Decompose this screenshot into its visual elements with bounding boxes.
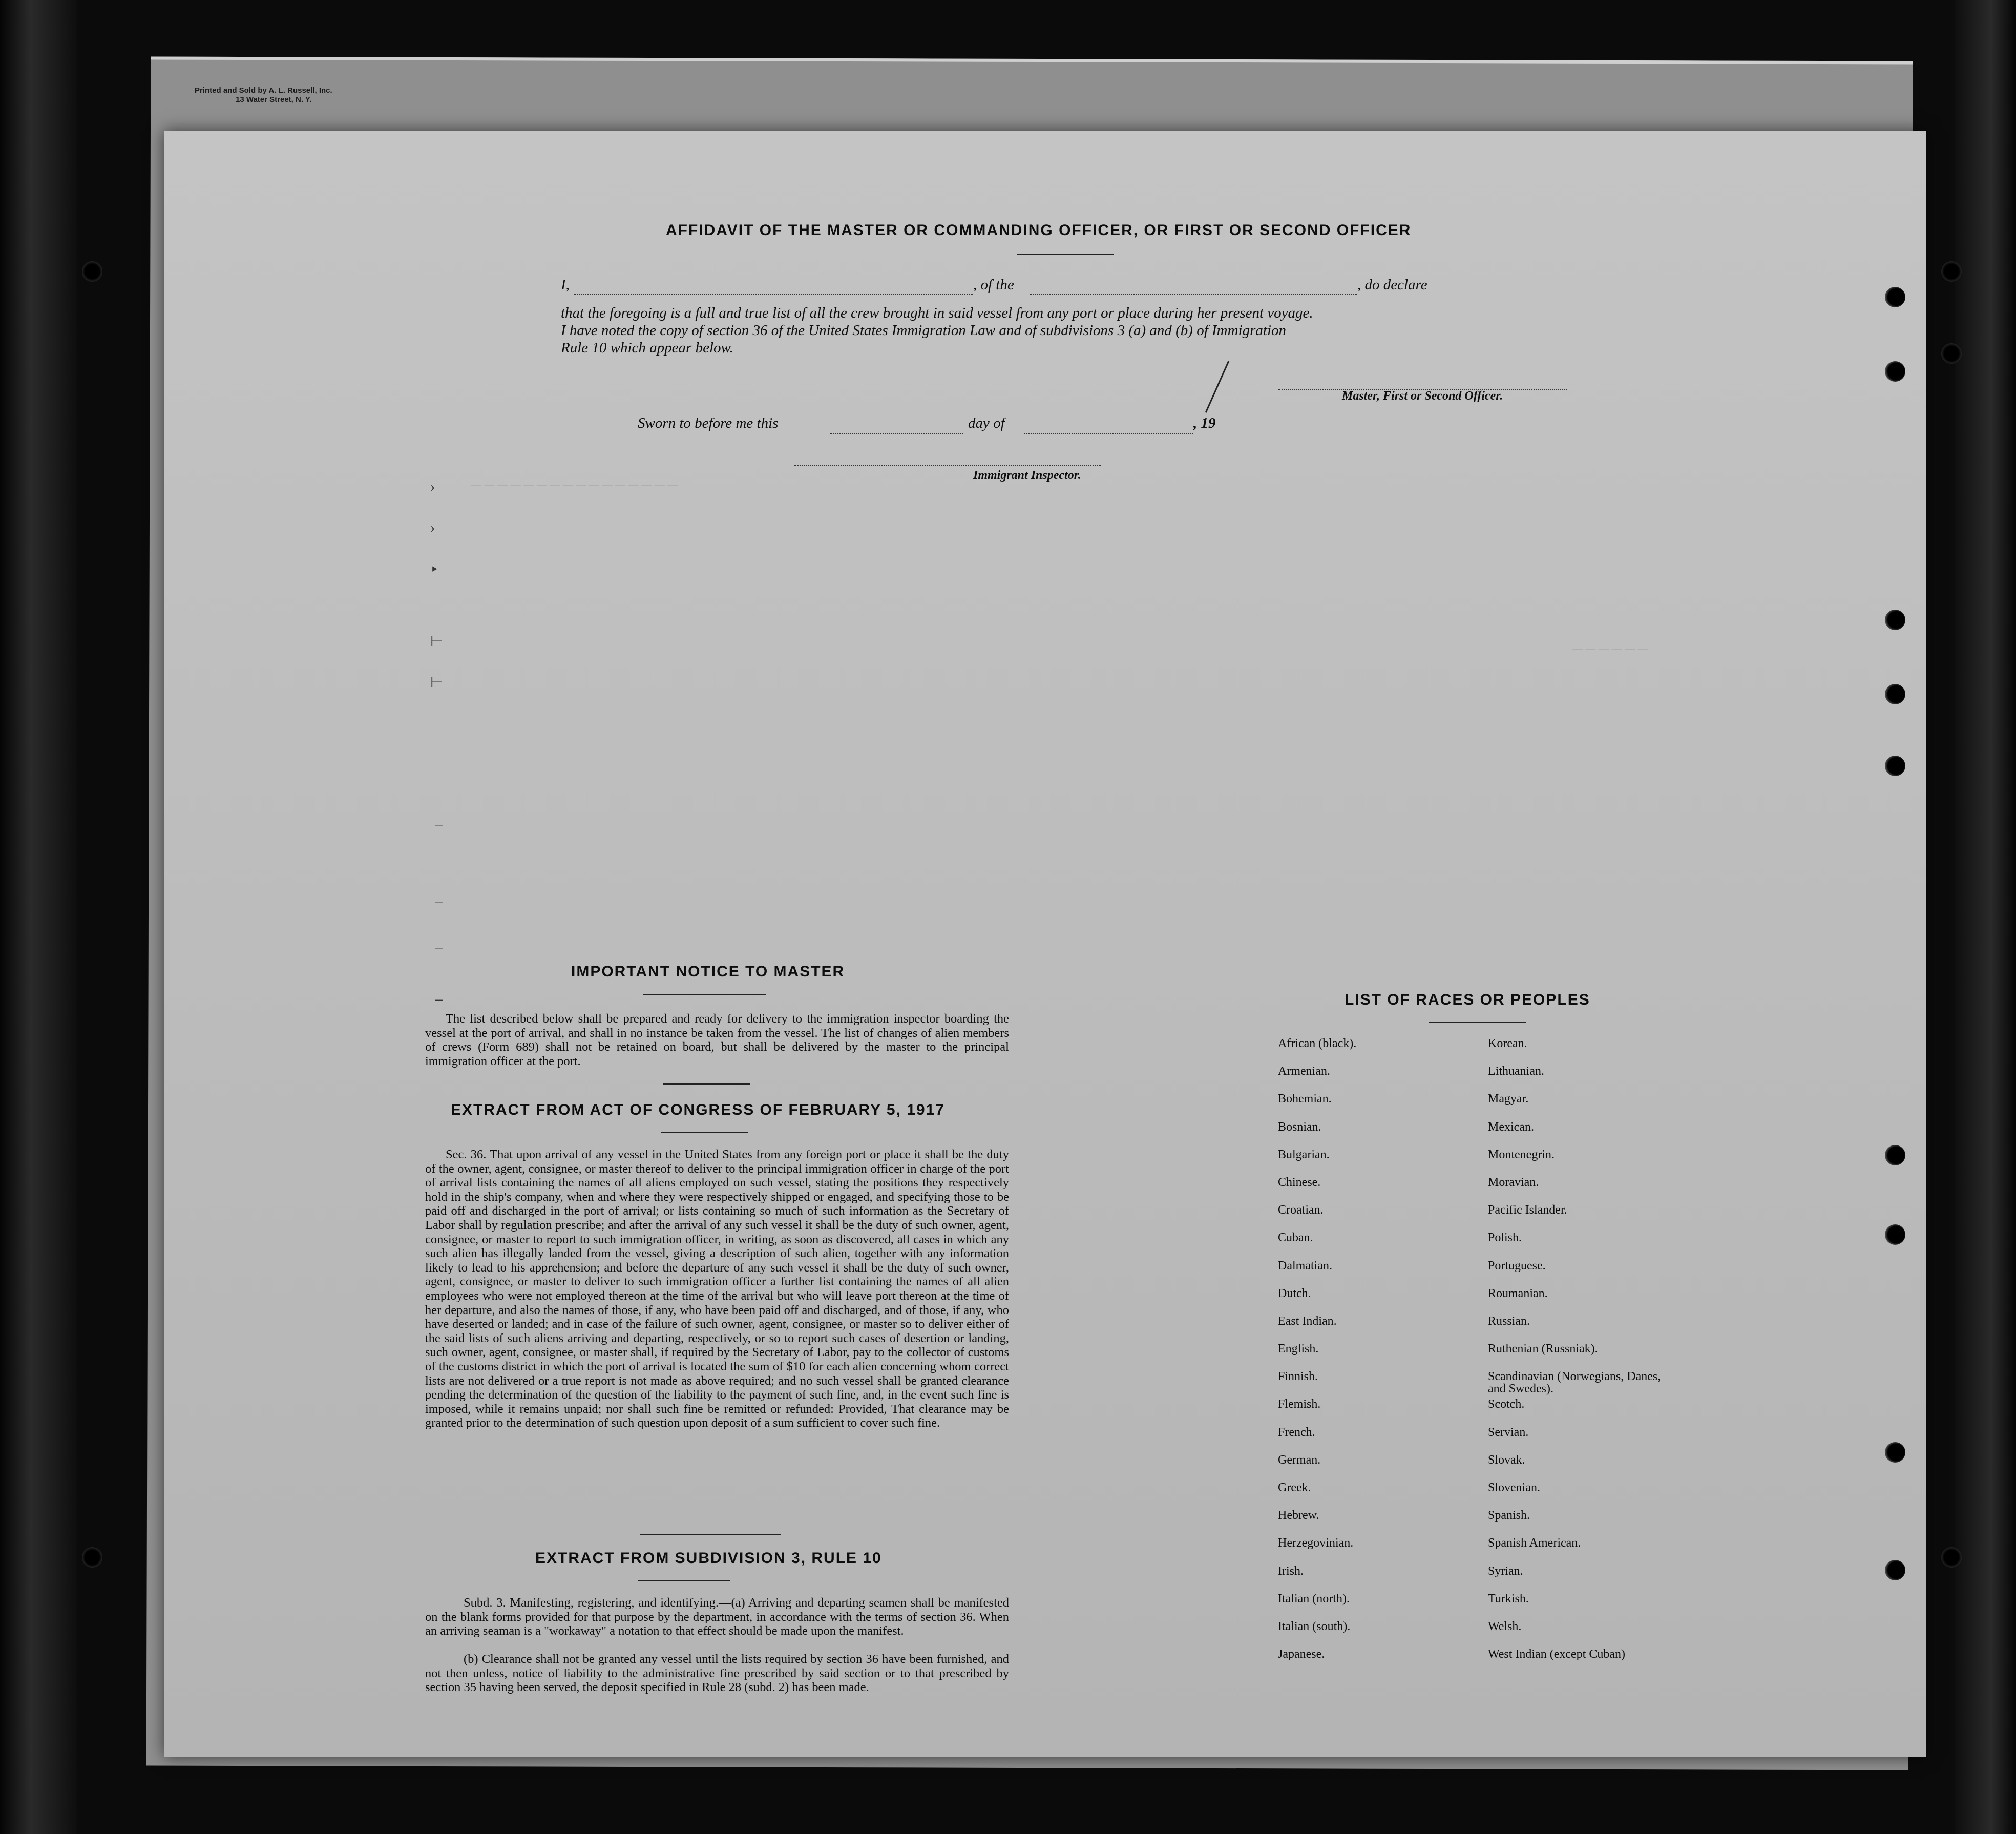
- inspector-label: Immigrant Inspector.: [973, 469, 1081, 482]
- printer-line-2: 13 Water Street, N. Y.: [236, 95, 312, 104]
- extract-act-text: Sec. 36. That upon arrival of any vessel in the United States from any foreign port or place it shall be the duty of the owner, agent, consignee, or master thereof to deliver to the principal immigration officer in charge of the port of arrival lists containing the names of all aliens employed on such vessel, stating the positions they respectively hold in the ship's company, when and where they were respectively shipped or engaged, and specifying those to be paid off and discharged in the port of arrival; or lists containing so much of such information as the Secretary of Labor shall by regulation prescribe; and after the arrival of any such vessel it shall be the duty of such owner, agent, consignee, or master to report to such immigration officer, in writing, as soon as discovered, all cases in which any such alien has illegally landed from the vessel, giving a description of such alien, together with any information likely to lead to his apprehension; and before the departure of any such vessel it shall be the duty of such owner, agent, consignee, or master to deliver to such immigration officer a further list containing the names of all alien employees who were not employed thereon at the time of the arrival but who will leave port thereon at the time of her departure, and also the names of those, if any, who have been paid off and discharged, and of those, if any, who have deserted or landed; and in case of the failure of such owner, agent, consignee, or master so to deliver either of the said lists of such aliens arriving and departing, respectively, or so to report such cases of desertion or landing, such owner, agent, consignee, or master shall, if required by the Secretary of Labor, pay to the collector of customs of the customs district in which the port of arrival is located the sum of $10 for each alien concerning whom correct lists are not delivered or a true report is not made as above required; and no such vessel shall be granted clearance pending the determination of the question of the liability to the payment of such fine, and, in the event such fine is imposed, while it remains unpaid; nor shall such fine be remitted or refunded: Provided, That clearance may be granted prior to the determination of such question upon deposit of a sum sufficient to cover such fine.: [425, 1148, 1009, 1430]
- race-item: Spanish.: [1488, 1509, 1530, 1523]
- binder-hole: [1941, 343, 1962, 364]
- extract-act-title: EXTRACT FROM ACT OF CONGRESS OF FEBRUARY 5, 1917: [451, 1101, 945, 1118]
- punch-hole: [1885, 756, 1905, 776]
- margin-mark: ›: [430, 520, 435, 536]
- race-item: Turkish.: [1488, 1592, 1529, 1606]
- race-item: Lithuanian.: [1488, 1065, 1544, 1078]
- race-item: Portuguese.: [1488, 1259, 1546, 1273]
- binder-hole: [1941, 1547, 1962, 1568]
- bleed-through: — — — — — — — — — — — — — — — —: [471, 479, 678, 490]
- affidavit-title: AFFIDAVIT OF THE MASTER OR COMMANDING OFFICER, OR FIRST OR SECOND OFFICER: [666, 222, 1412, 239]
- binder-hole: [82, 1547, 102, 1568]
- race-item: Slovenian.: [1488, 1481, 1540, 1494]
- extract-divider: [640, 1534, 781, 1535]
- punch-hole: [1885, 610, 1905, 630]
- punch-hole: [1885, 1145, 1905, 1165]
- affidavit-line-3: Rule 10 which appear below.: [561, 340, 733, 356]
- race-item: West Indian (except Cuban): [1488, 1648, 1625, 1661]
- punch-hole: [1885, 287, 1905, 307]
- race-item: Irish.: [1278, 1564, 1304, 1578]
- race-item: Russian.: [1488, 1314, 1530, 1328]
- margin-mark: –: [435, 894, 443, 910]
- printer-line-1: Printed and Sold by A. L. Russell, Inc.: [195, 86, 332, 95]
- vessel-field-line[interactable]: [1030, 294, 1357, 295]
- name-field-line[interactable]: [574, 294, 973, 295]
- race-item: Scotch.: [1488, 1398, 1525, 1411]
- race-item: Spanish American.: [1488, 1536, 1581, 1550]
- sworn-label: Sworn to before me this: [638, 415, 779, 431]
- race-item: Slovak.: [1488, 1453, 1525, 1467]
- margin-mark: –: [435, 817, 443, 833]
- race-item: Pacific Islander.: [1488, 1203, 1567, 1217]
- race-item: Italian (south).: [1278, 1619, 1351, 1633]
- binder-hole: [82, 261, 102, 282]
- sworn-day-field-line[interactable]: [830, 433, 963, 434]
- notice-text: The list described below shall be prepared and ready for delivery to the immigration inspector boarding the vessel at the port of arrival, and shall in no instance be taken from the vessel. The list of changes of alien members of crews (Form 689) shall not be retained on board, but shall be delivered by the master to the principal immigration officer at the port.: [425, 1012, 1009, 1068]
- race-item: Flemish.: [1278, 1398, 1321, 1411]
- race-item: French.: [1278, 1425, 1315, 1439]
- extract-rule-para-a: Subd. 3. Manifesting, registering, and identifying.—(a) Arriving and departing seamen shall be manifested on the blank forms provided for that purpose by the department, in accordance with the terms of section 36. When an arriving seaman is a "workaway" a notation to that effect should be made upon the manifest.: [425, 1596, 1009, 1638]
- race-item: Armenian.: [1278, 1065, 1330, 1078]
- affidavit-line-1: that the foregoing is a full and true list of all the crew brought in said vessel from any port or place during her present voyage.: [561, 305, 1313, 321]
- race-item: East Indian.: [1278, 1314, 1337, 1328]
- bleed-through: — — — — — —: [1572, 643, 1648, 654]
- race-item: Herzegovinian.: [1278, 1536, 1354, 1550]
- race-item: Hebrew.: [1278, 1509, 1319, 1523]
- race-item: Magyar.: [1488, 1092, 1529, 1106]
- race-item: Roumanian.: [1488, 1286, 1548, 1300]
- race-item: Bosnian.: [1278, 1120, 1321, 1134]
- year-label: , 19: [1193, 415, 1216, 431]
- race-item: Syrian.: [1488, 1564, 1523, 1578]
- margin-mark: ⊢: [430, 634, 443, 650]
- race-item: Greek.: [1278, 1481, 1311, 1494]
- race-item: Polish.: [1488, 1231, 1522, 1245]
- races-title-rule: [1429, 1022, 1526, 1023]
- punch-hole: [1885, 684, 1905, 704]
- race-item: Scandinavian (Norwegians, Danes, and Swedes).: [1488, 1370, 1661, 1396]
- race-item: Italian (north).: [1278, 1592, 1350, 1606]
- affidavit-do-declare: , do declare: [1357, 277, 1427, 293]
- race-item: Dutch.: [1278, 1286, 1311, 1300]
- race-item: Japanese.: [1278, 1648, 1325, 1661]
- signature-slash: [1205, 361, 1229, 413]
- race-item: Bulgarian.: [1278, 1148, 1330, 1161]
- races-title: LIST OF RACES OR PEOPLES: [1345, 991, 1590, 1008]
- race-item: Welsh.: [1488, 1619, 1522, 1633]
- race-item: Finnish.: [1278, 1370, 1318, 1384]
- margin-mark: ‣: [430, 562, 439, 578]
- affidavit-line-2: I have noted the copy of section 36 of the United States Immigration Law and of subdivisions 3 (a) and (b) of Immigration: [561, 322, 1287, 339]
- binder-hole: [1941, 261, 1962, 282]
- races-column-2: [1488, 1037, 1683, 1676]
- notice-title-rule: [643, 994, 766, 995]
- notice-title: IMPORTANT NOTICE TO MASTER: [571, 963, 845, 980]
- signature-label: Master, First or Second Officer.: [1342, 389, 1503, 403]
- printer-imprint: [195, 86, 1117, 117]
- notice-divider: [663, 1083, 750, 1085]
- affidavit-of-the: , of the: [973, 277, 1014, 293]
- margin-mark: ⊢: [430, 675, 443, 691]
- race-item: English.: [1278, 1342, 1319, 1356]
- extract-rule-para-b: (b) Clearance shall not be granted any vessel until the lists required by section 36 have been furnished, and not then unless, notice of liability to the administrative fine prescribed by said section or to that prescribed by section 35 having been served, the deposit specified in Rule 28 (subd. 2) has been made.: [425, 1652, 1009, 1695]
- race-item: Cuban.: [1278, 1231, 1313, 1245]
- day-of-label: day of: [968, 415, 1005, 431]
- punch-hole: [1885, 1442, 1905, 1463]
- race-item: Bohemian.: [1278, 1092, 1332, 1106]
- punch-hole: [1885, 1224, 1905, 1245]
- race-item: Croatian.: [1278, 1203, 1324, 1217]
- race-item: Montenegrin.: [1488, 1148, 1555, 1161]
- scan-border-left: [0, 0, 77, 1834]
- scan-border-right: [1955, 0, 2016, 1834]
- race-item: Moravian.: [1488, 1175, 1539, 1189]
- form-sheet: [164, 131, 1926, 1757]
- race-item: African (black).: [1278, 1037, 1357, 1050]
- extract-rule-title: EXTRACT FROM SUBDIVISION 3, RULE 10: [535, 1550, 882, 1567]
- affidavit-title-rule: [1017, 254, 1114, 255]
- race-item: German.: [1278, 1453, 1321, 1467]
- race-item: Servian.: [1488, 1425, 1529, 1439]
- inspector-field-line[interactable]: [794, 465, 1101, 466]
- extract-rule-title-rule: [638, 1580, 730, 1581]
- punch-hole: [1885, 361, 1905, 382]
- margin-mark: ›: [430, 479, 435, 495]
- races-column-1: [1278, 1037, 1473, 1676]
- race-item: Mexican.: [1488, 1120, 1534, 1134]
- race-item: Chinese.: [1278, 1175, 1321, 1189]
- punch-hole: [1885, 1560, 1905, 1580]
- extract-act-title-rule: [661, 1132, 748, 1133]
- race-item: Dalmatian.: [1278, 1259, 1332, 1273]
- sworn-month-field-line[interactable]: [1024, 433, 1193, 434]
- affidavit-i-label: I,: [561, 277, 570, 293]
- race-item: Korean.: [1488, 1037, 1527, 1050]
- margin-mark: –: [435, 991, 443, 1007]
- margin-mark: –: [435, 940, 443, 956]
- race-item: Ruthenian (Russniak).: [1488, 1342, 1598, 1356]
